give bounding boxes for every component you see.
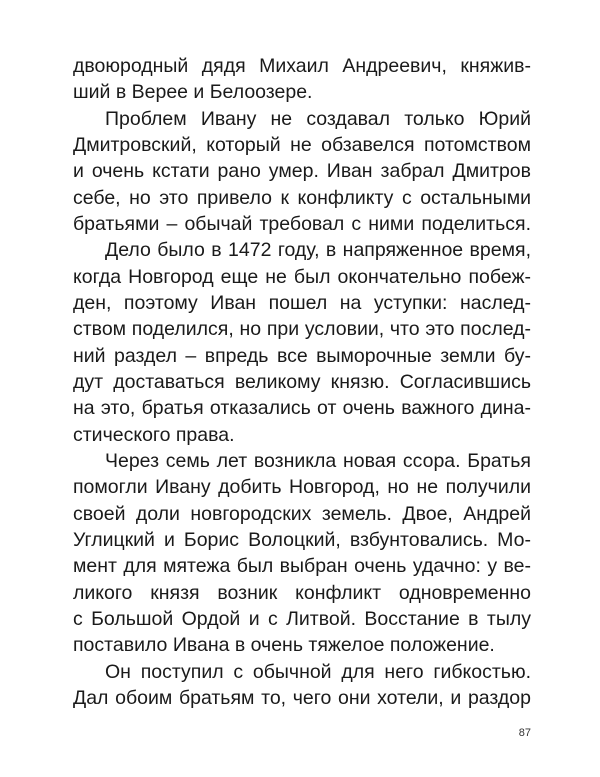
- text-line: мент для мятежа был выбран очень удачно: у ве-: [73, 555, 531, 577]
- text-line: себе, но это привело к конфликту с остальными: [73, 187, 531, 209]
- text-line: и очень кстати рано умер. Иван забрал Дмитров: [73, 160, 531, 182]
- text-line: ний раздел – впредь все выморочные земли бу-: [73, 345, 531, 367]
- text-line: Углицкий и Борис Волоцкий, взбунтовались. Мо-: [73, 529, 531, 551]
- paragraph-first-line: Проблем Ивану не создавал только Юрий: [105, 108, 531, 130]
- text-line: ством поделился, но при условии, что это послед-: [73, 318, 531, 340]
- text-line: стического права.: [73, 424, 235, 446]
- text-line: ший в Верее и Белоозере.: [73, 81, 313, 103]
- text-line: ден, поэтому Иван пошел на уступки: наслед-: [73, 292, 531, 314]
- paragraph-first-line: Он поступил с обычной для него гибкостью.: [105, 661, 531, 683]
- paragraph-first-line: Дело было в 1472 году, в напряженное время,: [105, 239, 531, 261]
- text-line: Дмитровский, который не обзавелся потомством: [73, 134, 531, 156]
- text-line: ликого князя возник конфликт одновременно: [73, 582, 531, 604]
- text-line: с Большой Ордой и с Литвой. Восстание в тылу: [73, 608, 531, 630]
- page-number: 87: [518, 727, 531, 739]
- text-line: на это, братья отказались от очень важного дина-: [73, 397, 531, 419]
- text-line: помогли Ивану добить Новгород, но не получили: [73, 476, 531, 498]
- text-line: дут доставаться великому князю. Согласившись: [73, 371, 531, 393]
- text-line: своей доли новгородских земель. Двое, Андрей: [73, 503, 531, 525]
- paragraph-first-line: Через семь лет возникла новая ссора. Братья: [105, 450, 531, 472]
- text-line: Дал обоим братьям то, чего они хотели, и раздор: [73, 687, 531, 709]
- text-line: двоюродный дядя Михаил Андреевич, княжив-: [73, 55, 531, 77]
- text-line: поставило Ивана в очень тяжелое положение.: [73, 634, 495, 656]
- text-line: когда Новгород еще не был окончательно побеж-: [73, 266, 531, 288]
- text-line: братьями – обычай требовал с ними поделиться.: [73, 213, 531, 235]
